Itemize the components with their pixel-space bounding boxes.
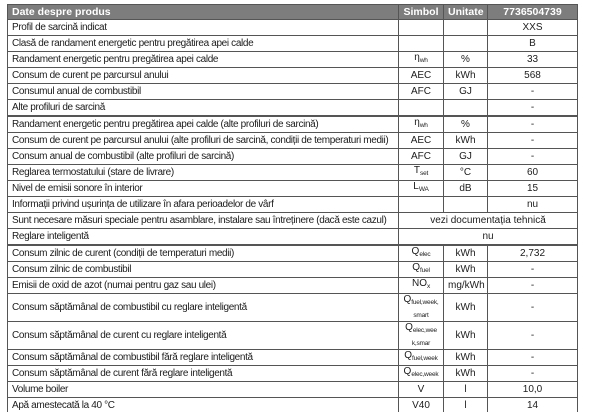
- row-symbol: V40: [399, 398, 444, 412]
- table-row: [8, 294, 578, 322]
- row-unit: kWh: [444, 133, 488, 149]
- row-value: -: [488, 100, 578, 117]
- row-unit: mg/kWh: [444, 278, 488, 294]
- table-row: [8, 100, 578, 117]
- row-value: 33: [488, 52, 578, 68]
- row-unit: kWh: [444, 68, 488, 84]
- row-unit: kWh: [444, 245, 488, 262]
- row-symbol: $Q_{fuel,week}$: [399, 350, 444, 366]
- table-row: [8, 149, 578, 165]
- row-value: -: [488, 366, 578, 382]
- row-value: -: [488, 294, 578, 322]
- header-product-code: 7736504739: [488, 5, 578, 20]
- row-value: B: [488, 36, 578, 52]
- table-row: [8, 20, 578, 36]
- row-value: 2,732: [488, 245, 578, 262]
- row-value: XXS: [488, 20, 578, 36]
- row-span-value: vezi documentația tehnică: [399, 213, 578, 229]
- row-value: -: [488, 262, 578, 278]
- table-row: [8, 52, 578, 68]
- table-row: [8, 382, 578, 398]
- row-unit: [444, 100, 488, 117]
- row-symbol: [399, 197, 444, 213]
- row-symbol: $T_{set}$: [399, 165, 444, 181]
- row-label: Consum săptămânal de combustibil fără reglare inteligentă: [8, 350, 399, 366]
- table-row: [8, 68, 578, 84]
- row-symbol: AEC: [399, 133, 444, 149]
- row-label: Sunt necesare măsuri speciale pentru asamblare, instalare sau întreținere (dacă este cazul): [8, 213, 399, 229]
- row-value: 568: [488, 68, 578, 84]
- row-unit: [444, 36, 488, 52]
- header-product-data: Date despre produs: [8, 5, 399, 20]
- table-row: [8, 262, 578, 278]
- row-unit: GJ: [444, 149, 488, 165]
- row-symbol: $Q_{fuel}$: [399, 262, 444, 278]
- row-span-value: nu: [399, 229, 578, 246]
- row-unit: %: [444, 52, 488, 68]
- row-unit: dB: [444, 181, 488, 197]
- row-unit: kWh: [444, 322, 488, 350]
- row-unit: [444, 197, 488, 213]
- row-unit: kWh: [444, 262, 488, 278]
- row-symbol: AFC: [399, 149, 444, 165]
- row-label: Consumul anual de combustibil: [8, 84, 399, 100]
- table-row: [8, 133, 578, 149]
- row-label: Randament energetic pentru pregătirea apei calde: [8, 52, 399, 68]
- row-symbol: $Q_{elec,week}$: [399, 366, 444, 382]
- row-label: Apă amestecată la 40 °C: [8, 398, 399, 412]
- row-label: Consum anual de combustibil (alte profiluri de sarcină): [8, 149, 399, 165]
- row-label: Consum zilnic de curent (condiții de temperaturi medii): [8, 245, 399, 262]
- row-symbol: V: [399, 382, 444, 398]
- row-value: -: [488, 278, 578, 294]
- row-value: 14: [488, 398, 578, 412]
- table-row: [8, 213, 578, 229]
- row-value: -: [488, 84, 578, 100]
- row-label: Consum săptămânal de combustibil cu reglare inteligentă: [8, 294, 399, 322]
- row-value: -: [488, 350, 578, 366]
- row-label: Informații privind ușurința de utilizare în afara perioadelor de vârf: [8, 197, 399, 213]
- table-header-row: [8, 5, 578, 20]
- row-label: Volume boiler: [8, 382, 399, 398]
- row-symbol: $Q_{elec}$: [399, 245, 444, 262]
- row-label: Randament energetic pentru pregătirea apei calde (alte profiluri de sarcină): [8, 116, 399, 133]
- row-unit: GJ: [444, 84, 488, 100]
- header-unit: Unitate: [444, 5, 488, 20]
- table-row: [8, 366, 578, 382]
- row-symbol: AEC: [399, 68, 444, 84]
- row-symbol: [399, 36, 444, 52]
- row-symbol: $NO_x$: [399, 278, 444, 294]
- table-row: [8, 116, 578, 133]
- table-row: [8, 322, 578, 350]
- row-unit: l: [444, 398, 488, 412]
- row-label: Reglare inteligentă: [8, 229, 399, 246]
- row-value: 60: [488, 165, 578, 181]
- row-label: Consum de curent pe parcursul anului (alte profiluri de sarcină, condiții de temperaturi medii): [8, 133, 399, 149]
- row-symbol: [399, 20, 444, 36]
- row-symbol: [399, 100, 444, 117]
- table-row: [8, 245, 578, 262]
- product-data-table: [7, 4, 578, 412]
- row-label: Clasă de randament energetic pentru pregătirea apei calde: [8, 36, 399, 52]
- row-value: nu: [488, 197, 578, 213]
- table-row: [8, 398, 578, 412]
- table-row: [8, 350, 578, 366]
- row-label: Consum zilnic de combustibil: [8, 262, 399, 278]
- row-unit: kWh: [444, 294, 488, 322]
- row-value: -: [488, 149, 578, 165]
- row-unit: °C: [444, 165, 488, 181]
- table-row: [8, 197, 578, 213]
- table-row: [8, 229, 578, 246]
- row-label: Consum săptămânal de curent fără reglare inteligentă: [8, 366, 399, 382]
- row-unit: l: [444, 382, 488, 398]
- row-unit: kWh: [444, 366, 488, 382]
- table-row: [8, 84, 578, 100]
- row-label: Profil de sarcină indicat: [8, 20, 399, 36]
- row-symbol: $Q_{elec,week,smar}$: [399, 322, 444, 350]
- row-label: Reglarea termostatului (stare de livrare): [8, 165, 399, 181]
- row-label: Consum săptămânal de curent cu reglare inteligentă: [8, 322, 399, 350]
- table-row: [8, 165, 578, 181]
- row-value: 15: [488, 181, 578, 197]
- row-unit: [444, 20, 488, 36]
- row-value: 10,0: [488, 382, 578, 398]
- row-value: -: [488, 116, 578, 133]
- row-symbol: $\eta_{wh}$: [399, 52, 444, 68]
- row-label: Alte profiluri de sarcină: [8, 100, 399, 117]
- row-symbol: $L_{WA}$: [399, 181, 444, 197]
- row-unit: kWh: [444, 350, 488, 366]
- table-body: [8, 20, 578, 412]
- row-symbol: AFC: [399, 84, 444, 100]
- table-row: [8, 181, 578, 197]
- row-label: Consum de curent pe parcursul anului: [8, 68, 399, 84]
- row-unit: %: [444, 116, 488, 133]
- row-value: -: [488, 133, 578, 149]
- row-label: Emisii de oxid de azot (numai pentru gaz sau ulei): [8, 278, 399, 294]
- table-row: [8, 36, 578, 52]
- row-label: Nivel de emisii sonore în interior: [8, 181, 399, 197]
- header-symbol: Simbol: [399, 5, 444, 20]
- table-row: [8, 278, 578, 294]
- row-value: -: [488, 322, 578, 350]
- row-symbol: $Q_{fuel,week,smart}$: [399, 294, 444, 322]
- row-symbol: $\eta_{wh}$: [399, 116, 444, 133]
